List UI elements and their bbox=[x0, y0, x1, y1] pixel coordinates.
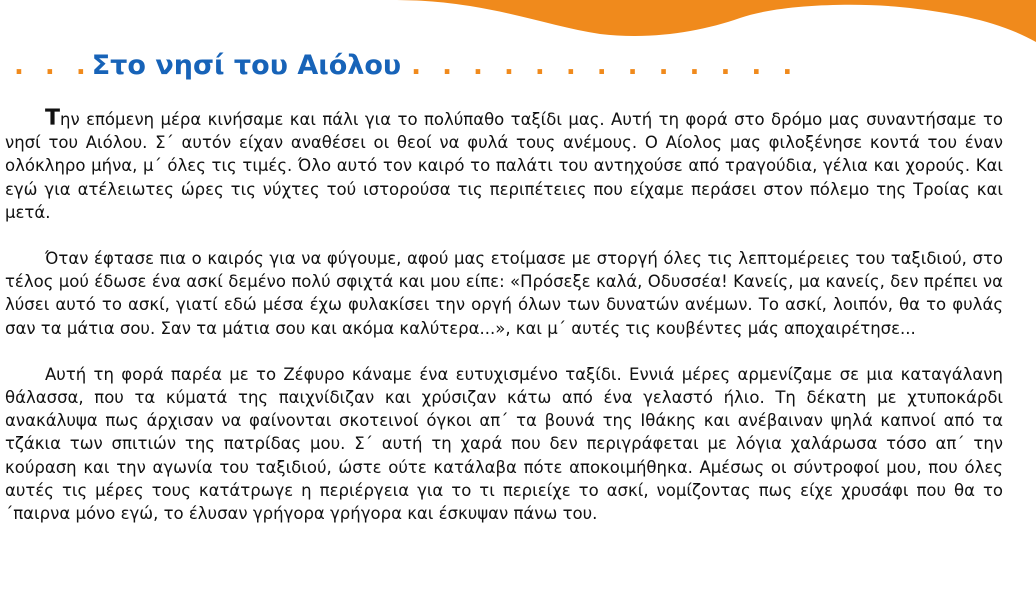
story-text bbox=[5, 107, 1003, 548]
drop-cap: Τ bbox=[45, 106, 61, 131]
page-title: Στο νησί του Αιόλου bbox=[91, 50, 402, 81]
paragraph-1-text: ην επόμενη μέρα κινήσαμε και πάλι για το πολύπαθο ταξίδι μας. Αυτή τη φορά στο δρόμο μας συναντήσαμε το νησί του Αιόλου. Σ΄ αυτόν είχαν αναθέσει οι θεοί να φυλά τους ανέμους. Ο Αίολος μας φιλοξένησε κοντά του έναν ολόκληρο μήνα, μ΄ όλες τις τιμές. Όλο αυτό τον καιρό το παλάτι του αντηχούσε από τραγούδια, γέλια και χορούς. Και εγώ για ατέλειωτες ώρες τις νύχτες τού ιστορούσα τις περιπέτειες που είχαμε περάσει στον πόλεμο της Τροίας και μετά. bbox=[5, 110, 1003, 222]
wave-shape bbox=[0, 0, 1036, 42]
heading-dots-right: . . . . . . . . . . . . . bbox=[411, 51, 799, 81]
heading-dots-left: . . . bbox=[14, 51, 92, 81]
paragraph-3 bbox=[5, 363, 1003, 525]
paragraph-1 bbox=[5, 107, 1003, 224]
section-heading bbox=[14, 50, 798, 90]
paragraph-2 bbox=[5, 247, 1003, 340]
paragraph-3-text: Αυτή τη φορά παρέα με το Ζέφυρο κάναμε ένα ευτυχισμένο ταξίδι. Εννιά μέρες αρμενίζαμε σε μια καταγάλανη θάλασσα, που τα κύματά της παιχνίδιζαν και χρύσιζαν κάτω από ένα γελαστό ήλιο. Τη δέκατη με χτυποκάρδι ανακάλυψα πως άρχισαν να φαίνονται σκοτεινοί όγκοι απ΄ τα βουνά της Ιθάκης και ανέβαιναν ψηλά καπνοί από τα τζάκια των σπιτιών της πατρίδας μου. Σ΄ αυτή τη χαρά που δεν περιγράφεται με λόγια χαλάρωσα τόσο απ΄ την κούραση και την αγωνία του ταξιδιού, ώστε ούτε κατάλαβα πότε αποκοιμήθηκα. Αμέσως οι σύντροφοί μου, που όλες αυτές τις μέρες τους κατάτρωγε η περιέργεια για το τι περιείχε το ασκί, νομίζοντας πως είχε χρυσάφι που θα το ΄παιρνα μόνο εγώ, το έλυσαν γρήγορα γρήγορα και έσκυψαν πάνω του. bbox=[5, 364, 1003, 524]
paragraph-2-text: Όταν έφτασε πια ο καιρός για να φύγουμε, αφού μας ετοίμασε με στοργή όλες τις λεπτομέρειες του ταξιδιού, στο τέλος μού έδωσε ένα ασκί δεμένο πολύ σφιχτά και μου είπε: «Πρόσεξε καλά, Οδυσσέα! Κανείς, μα κανείς, δεν πρέπει να λύσει αυτό το ασκί, γιατί εδώ μέσα έχω φυλακίσει την οργή όλων των δυνατών ανέμων. Το ασκί, λοιπόν, θα το φυλάς σαν τα μάτια σου. Σαν τα μάτια σου και ακόμα καλύτερα...», και μ΄ αυτές τις κουβέντες μάς αποχαιρέτησε... bbox=[5, 249, 1003, 338]
